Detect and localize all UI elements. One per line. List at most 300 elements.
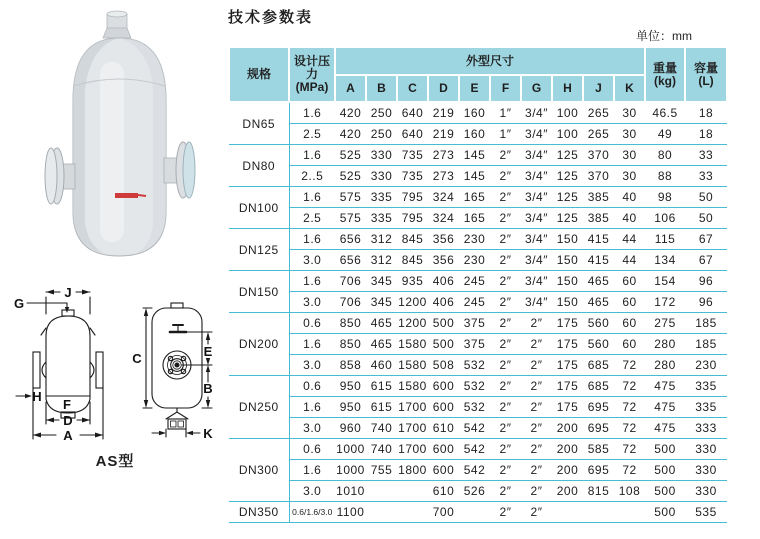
table-row — [229, 439, 727, 460]
dim-c-value — [397, 481, 428, 502]
dim-b-value: 465 — [366, 334, 397, 355]
dim-k-value: 40 — [614, 187, 645, 208]
dim-b-value: 312 — [366, 229, 397, 250]
dim-k-value: 44 — [614, 229, 645, 250]
dim-f-value: 1″ — [490, 124, 521, 145]
dim-d-value: 324 — [428, 187, 459, 208]
dim-k-value: 30 — [614, 102, 645, 124]
dim-k-value: 72 — [614, 418, 645, 439]
weight-value: 88 — [645, 166, 685, 187]
dim-g-value: 2″ — [521, 397, 552, 418]
dim-h-value: 175 — [552, 397, 583, 418]
dim-b-value: 345 — [366, 271, 397, 292]
dim-label-e: E — [203, 344, 213, 359]
dim-b-value: 250 — [366, 124, 397, 145]
dim-e-value: 542 — [459, 439, 490, 460]
dim-a-value: 1100 — [335, 502, 366, 523]
dim-e-value: 245 — [459, 271, 490, 292]
dim-f-value: 2″ — [490, 397, 521, 418]
dim-e-value: 375 — [459, 313, 490, 334]
weight-value: 275 — [645, 313, 685, 334]
dim-e-value — [459, 502, 490, 523]
dim-e-value: 145 — [459, 145, 490, 166]
table-row — [229, 481, 727, 502]
spec-value: DN200 — [229, 313, 289, 376]
dim-g-value: 2″ — [521, 460, 552, 481]
dim-b-value: 330 — [366, 166, 397, 187]
pressure-value: 1.6 — [289, 229, 335, 250]
capacity-value: 335 — [685, 376, 727, 397]
dim-a-value: 1000 — [335, 460, 366, 481]
dim-j-value: 465 — [583, 271, 614, 292]
dim-g-value: 2″ — [521, 502, 552, 523]
dim-b-value: 460 — [366, 355, 397, 376]
dim-e-value: 532 — [459, 355, 490, 376]
dim-k-value: 72 — [614, 376, 645, 397]
page-title: 技术参数表 — [228, 9, 314, 26]
dim-g-value: 3/4″ — [521, 292, 552, 313]
dim-e-value: 145 — [459, 166, 490, 187]
dim-j-value: 370 — [583, 166, 614, 187]
capacity-header-line1: 容量 — [694, 60, 719, 75]
dim-k-value: 60 — [614, 292, 645, 313]
dim-label-k: K — [203, 426, 213, 441]
pressure-value: 1.6 — [289, 102, 335, 124]
dim-h-value: 175 — [552, 355, 583, 376]
weight-value: 154 — [645, 271, 685, 292]
dim-h-value: 175 — [552, 313, 583, 334]
table-row — [229, 208, 727, 229]
spec-table-body — [229, 102, 727, 523]
dim-f-value: 2″ — [490, 334, 521, 355]
col-header-dim-k: K — [614, 75, 645, 102]
dim-e-value: 165 — [459, 187, 490, 208]
capacity-header-line2: (L) — [698, 73, 714, 88]
dim-h-value: 125 — [552, 166, 583, 187]
dim-j-value: 685 — [583, 355, 614, 376]
col-header-dim-b: B — [366, 75, 397, 102]
dim-d-value: 219 — [428, 124, 459, 145]
dim-j-value: 560 — [583, 313, 614, 334]
dim-b-value: 330 — [366, 145, 397, 166]
pressure-value: 3.0 — [289, 250, 335, 271]
dim-j-value: 415 — [583, 229, 614, 250]
table-row — [229, 460, 727, 481]
col-header-dim-j: J — [583, 75, 614, 102]
dim-c-value: 735 — [397, 166, 428, 187]
dim-g-value: 2″ — [521, 334, 552, 355]
right-column — [228, 8, 758, 523]
dim-k-value: 60 — [614, 334, 645, 355]
dim-a-value: 950 — [335, 397, 366, 418]
dim-f-value: 2″ — [490, 502, 521, 523]
dim-c-value: 735 — [397, 145, 428, 166]
dim-e-value: 230 — [459, 250, 490, 271]
dim-f-value: 2″ — [490, 229, 521, 250]
dim-c-value: 795 — [397, 208, 428, 229]
table-row — [229, 418, 727, 439]
weight-value: 80 — [645, 145, 685, 166]
dim-label-a: A — [63, 428, 73, 443]
table-row — [229, 124, 727, 145]
dim-b-value: 755 — [366, 460, 397, 481]
dim-g-value: 3/4″ — [521, 187, 552, 208]
dim-b-value: 250 — [366, 102, 397, 124]
dimension-diagram — [0, 270, 230, 452]
table-row — [229, 292, 727, 313]
table-row — [229, 271, 727, 292]
dim-g-value: 3/4″ — [521, 229, 552, 250]
dim-e-value: 532 — [459, 376, 490, 397]
dim-d-value: 610 — [428, 418, 459, 439]
dim-f-value: 2″ — [490, 250, 521, 271]
col-header-pressure — [289, 47, 335, 102]
table-row — [229, 166, 727, 187]
col-header-dim-g: G — [521, 75, 552, 102]
weight-value: 115 — [645, 229, 685, 250]
weight-header-line1: 重量 — [653, 60, 678, 75]
weight-value: 280 — [645, 334, 685, 355]
dim-j-value: 370 — [583, 145, 614, 166]
dim-b-value: 335 — [366, 208, 397, 229]
col-header-dim-a: A — [335, 75, 366, 102]
dim-k-value: 30 — [614, 166, 645, 187]
dim-e-value: 245 — [459, 292, 490, 313]
dim-a-value: 1010 — [335, 481, 366, 502]
dim-f-value: 2″ — [490, 292, 521, 313]
dim-j-value: 695 — [583, 397, 614, 418]
dim-a-value: 1000 — [335, 439, 366, 460]
col-header-dim-d: D — [428, 75, 459, 102]
dim-c-value: 1200 — [397, 313, 428, 334]
pressure-value: 1.6 — [289, 145, 335, 166]
dim-h-value: 100 — [552, 102, 583, 124]
dim-j-value: 560 — [583, 334, 614, 355]
spec-value: DN100 — [229, 187, 289, 229]
dim-h-value: 175 — [552, 334, 583, 355]
dim-f-value: 2″ — [490, 208, 521, 229]
capacity-value: 230 — [685, 355, 727, 376]
dim-k-value: 30 — [614, 145, 645, 166]
dim-d-value: 356 — [428, 229, 459, 250]
dim-e-value: 160 — [459, 102, 490, 124]
capacity-value: 333 — [685, 418, 727, 439]
dim-d-value: 600 — [428, 460, 459, 481]
capacity-value: 330 — [685, 460, 727, 481]
capacity-value: 185 — [685, 313, 727, 334]
dim-b-value: 740 — [366, 418, 397, 439]
pressure-value: 0.6 — [289, 313, 335, 334]
table-row — [229, 102, 727, 124]
dim-d-value: 273 — [428, 166, 459, 187]
dim-c-value: 845 — [397, 229, 428, 250]
dim-k-value: 72 — [614, 397, 645, 418]
dim-c-value: 1200 — [397, 292, 428, 313]
table-row — [229, 313, 727, 334]
dim-d-value: 610 — [428, 481, 459, 502]
dim-f-value: 2″ — [490, 355, 521, 376]
dim-b-value — [366, 481, 397, 502]
dimension-drawing-svg — [0, 270, 230, 452]
dim-c-value: 1700 — [397, 418, 428, 439]
dim-e-value: 160 — [459, 124, 490, 145]
dim-h-value: 150 — [552, 292, 583, 313]
col-header-spec: 规格 — [229, 47, 289, 102]
pressure-value: 3.0 — [289, 292, 335, 313]
dim-j-value: 265 — [583, 124, 614, 145]
dim-d-value: 219 — [428, 102, 459, 124]
dim-c-value: 935 — [397, 271, 428, 292]
weight-value: 46.5 — [645, 102, 685, 124]
dim-a-value: 525 — [335, 166, 366, 187]
capacity-value: 96 — [685, 292, 727, 313]
dim-label-g: G — [13, 296, 25, 311]
dim-c-value: 1700 — [397, 397, 428, 418]
dim-j-value: 465 — [583, 292, 614, 313]
dim-label-j: J — [64, 285, 72, 300]
dim-c-value: 640 — [397, 102, 428, 124]
dim-f-value: 2″ — [490, 481, 521, 502]
table-row — [229, 334, 727, 355]
dim-f-value: 2″ — [490, 271, 521, 292]
dim-a-value: 706 — [335, 271, 366, 292]
dim-f-value: 2″ — [490, 439, 521, 460]
dim-f-value: 2″ — [490, 460, 521, 481]
dim-b-value: 335 — [366, 187, 397, 208]
dim-d-value: 508 — [428, 355, 459, 376]
weight-value: 49 — [645, 124, 685, 145]
dim-a-value: 525 — [335, 145, 366, 166]
dim-c-value: 1580 — [397, 334, 428, 355]
dim-d-value: 406 — [428, 271, 459, 292]
dim-a-value: 656 — [335, 229, 366, 250]
dim-h-value: 150 — [552, 271, 583, 292]
capacity-value: 96 — [685, 271, 727, 292]
col-header-dim-e: E — [459, 75, 490, 102]
dim-e-value: 375 — [459, 334, 490, 355]
spec-value: DN65 — [229, 102, 289, 145]
capacity-value: 18 — [685, 124, 727, 145]
col-header-capacity — [685, 47, 727, 102]
dim-d-value: 500 — [428, 334, 459, 355]
dim-d-value: 600 — [428, 397, 459, 418]
dim-h-value: 200 — [552, 481, 583, 502]
dim-k-value: 60 — [614, 313, 645, 334]
dim-a-value: 850 — [335, 313, 366, 334]
spec-value: DN80 — [229, 145, 289, 187]
capacity-value: 50 — [685, 187, 727, 208]
spec-value: DN150 — [229, 271, 289, 313]
col-header-weight — [645, 47, 685, 102]
dim-c-value — [397, 502, 428, 523]
dim-label-f: F — [63, 397, 71, 412]
pressure-value: 0.6/1.6/3.0 — [289, 502, 335, 523]
dim-f-value: 2″ — [490, 166, 521, 187]
dim-c-value: 1700 — [397, 439, 428, 460]
dim-e-value: 542 — [459, 460, 490, 481]
pressure-value: 1.6 — [289, 460, 335, 481]
dim-c-value: 1580 — [397, 355, 428, 376]
capacity-value: 50 — [685, 208, 727, 229]
table-row — [229, 229, 727, 250]
dim-label-d: D — [63, 413, 73, 428]
col-header-dim-h: H — [552, 75, 583, 102]
dim-g-value: 3/4″ — [521, 208, 552, 229]
weight-value: 475 — [645, 376, 685, 397]
dim-g-value: 3/4″ — [521, 124, 552, 145]
table-row — [229, 250, 727, 271]
weight-value: 500 — [645, 460, 685, 481]
dim-h-value: 200 — [552, 439, 583, 460]
capacity-value: 335 — [685, 397, 727, 418]
capacity-value: 330 — [685, 439, 727, 460]
dim-g-value: 2″ — [521, 418, 552, 439]
dim-g-value: 3/4″ — [521, 145, 552, 166]
spec-value: DN350 — [229, 502, 289, 523]
dim-h-value: 125 — [552, 187, 583, 208]
dim-e-value: 230 — [459, 229, 490, 250]
dim-label-c: C — [132, 351, 142, 366]
dim-c-value: 1580 — [397, 376, 428, 397]
pressure-value: 1.6 — [289, 397, 335, 418]
dim-k-value: 60 — [614, 271, 645, 292]
dim-f-value: 2″ — [490, 376, 521, 397]
dim-f-value: 2″ — [490, 145, 521, 166]
pressure-value: 3.0 — [289, 481, 335, 502]
dim-j-value — [583, 502, 614, 523]
dim-d-value: 600 — [428, 439, 459, 460]
dim-e-value: 526 — [459, 481, 490, 502]
dim-k-value — [614, 502, 645, 523]
pressure-value: 1.6 — [289, 187, 335, 208]
left-column — [0, 0, 230, 539]
dim-k-value: 72 — [614, 439, 645, 460]
weight-value: 500 — [645, 439, 685, 460]
weight-value: 98 — [645, 187, 685, 208]
capacity-value: 330 — [685, 481, 727, 502]
spec-value: DN300 — [229, 439, 289, 502]
dim-label-h: H — [32, 389, 42, 404]
dim-e-value: 532 — [459, 397, 490, 418]
dim-a-value: 420 — [335, 124, 366, 145]
dim-h-value: 100 — [552, 124, 583, 145]
dim-c-value: 1800 — [397, 460, 428, 481]
dim-h-value: 150 — [552, 229, 583, 250]
pressure-value: 0.6 — [289, 376, 335, 397]
dim-a-value: 420 — [335, 102, 366, 124]
spec-table — [228, 46, 728, 523]
dim-a-value: 858 — [335, 355, 366, 376]
dim-g-value: 3/4″ — [521, 166, 552, 187]
spec-value: DN125 — [229, 229, 289, 271]
dim-j-value: 585 — [583, 439, 614, 460]
col-header-dimensions: 外型尺寸 — [335, 47, 645, 75]
col-header-dim-c: C — [397, 75, 428, 102]
dim-g-value: 2″ — [521, 439, 552, 460]
dim-g-value: 2″ — [521, 376, 552, 397]
weight-value: 475 — [645, 418, 685, 439]
dim-g-value: 2″ — [521, 313, 552, 334]
separator-photo-illustration — [0, 0, 230, 268]
dim-d-value: 324 — [428, 208, 459, 229]
pressure-value: 3.0 — [289, 355, 335, 376]
dim-j-value: 685 — [583, 376, 614, 397]
col-header-dim-f: F — [490, 75, 521, 102]
capacity-value: 33 — [685, 145, 727, 166]
dim-f-value: 2″ — [490, 187, 521, 208]
table-row — [229, 376, 727, 397]
dim-label-b: B — [203, 381, 213, 396]
pressure-header-line2: (MPa) — [295, 80, 329, 94]
dim-d-value: 700 — [428, 502, 459, 523]
dim-b-value: 465 — [366, 313, 397, 334]
weight-value: 172 — [645, 292, 685, 313]
dim-k-value: 40 — [614, 208, 645, 229]
capacity-value: 18 — [685, 102, 727, 124]
dim-a-value: 960 — [335, 418, 366, 439]
dim-b-value: 345 — [366, 292, 397, 313]
dim-f-value: 1″ — [490, 102, 521, 124]
dim-g-value: 3/4″ — [521, 271, 552, 292]
table-row — [229, 397, 727, 418]
dim-a-value: 575 — [335, 208, 366, 229]
dim-c-value: 640 — [397, 124, 428, 145]
table-row — [229, 145, 727, 166]
dim-a-value: 656 — [335, 250, 366, 271]
diagram-caption: AS型 — [95, 453, 135, 470]
dim-k-value: 44 — [614, 250, 645, 271]
weight-value: 134 — [645, 250, 685, 271]
dim-d-value: 406 — [428, 292, 459, 313]
product-photo — [0, 0, 230, 268]
dim-j-value: 385 — [583, 208, 614, 229]
capacity-value: 185 — [685, 334, 727, 355]
dim-b-value: 312 — [366, 250, 397, 271]
dim-b-value: 615 — [366, 376, 397, 397]
weight-value: 500 — [645, 481, 685, 502]
dim-g-value: 2″ — [521, 481, 552, 502]
dim-c-value: 795 — [397, 187, 428, 208]
capacity-value: 67 — [685, 250, 727, 271]
dim-k-value: 72 — [614, 355, 645, 376]
dim-a-value: 850 — [335, 334, 366, 355]
weight-value: 106 — [645, 208, 685, 229]
spec-table-head — [229, 47, 727, 102]
table-row — [229, 355, 727, 376]
pressure-value: 3.0 — [289, 418, 335, 439]
dim-k-value: 72 — [614, 460, 645, 481]
pressure-value: 2.5 — [289, 124, 335, 145]
dim-h-value: 175 — [552, 376, 583, 397]
dim-b-value: 615 — [366, 397, 397, 418]
spec-value: DN250 — [229, 376, 289, 439]
dim-e-value: 542 — [459, 418, 490, 439]
dim-h-value: 150 — [552, 250, 583, 271]
pressure-value: 0.6 — [289, 439, 335, 460]
dim-b-value — [366, 502, 397, 523]
capacity-value: 67 — [685, 229, 727, 250]
capacity-value: 535 — [685, 502, 727, 523]
dim-d-value: 273 — [428, 145, 459, 166]
capacity-value: 33 — [685, 166, 727, 187]
dim-d-value: 500 — [428, 313, 459, 334]
dim-h-value: 200 — [552, 418, 583, 439]
dim-a-value: 575 — [335, 187, 366, 208]
table-row — [229, 502, 727, 523]
dim-h-value: 125 — [552, 145, 583, 166]
dim-g-value: 3/4″ — [521, 102, 552, 124]
dim-b-value: 740 — [366, 439, 397, 460]
